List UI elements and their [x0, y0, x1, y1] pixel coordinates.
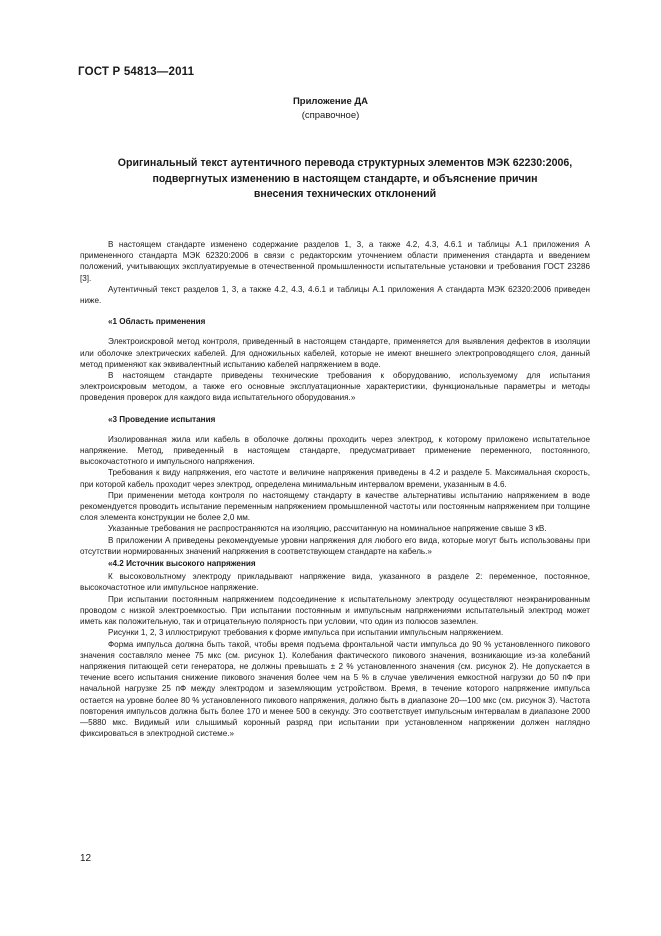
paragraph: Указанные требования не распространяются на изоляцию, рассчитанную на номинальное напряжение свыше 3 кВ.: [108, 524, 547, 534]
paragraph: При испытании постоянным напряжением подсоединение к испытательному электроду осуществляют неэкранированным проводом с низкой электроемкостью. При испытании постоянным и импульсным напряжениями испытательный электрод может иметь как положительную, так и отрицательную полярность при условии, что один из полюсов заземлен.: [80, 594, 590, 627]
paragraph: В настоящем стандарте приведены технические требования к оборудованию, используемому для испытания электроискровым методом, а также его основные эксплуатационные характеристики, функциональные параметры и методы проведения проверок для каждого вида испытательного оборудования.»: [80, 371, 590, 403]
paragraph: Электроискровой метод контроля, приведенный в настоящем стандарте, применяется для выявления дефектов в изоляции или оболочке электрических кабелей. Для одножильных кабелей, которые не имеют внешнего электропроводящего слоя, данный метод применяют как эквивалентный испытанию кабелей напряжением в воде.: [80, 337, 590, 369]
clause-heading: «3 Проведение испытания: [108, 414, 216, 424]
paragraph: Изолированная жила или кабель в оболочке должны проходить через электрод, к которому приложено испытательное напряжение. Метод, приведенный в настоящем стандарте, предусматривает применение переменного, постоянного, высокочастотного и импульсного напряжения.: [80, 434, 590, 467]
document-header: ГОСТ Р 54813—2011: [78, 66, 195, 78]
section-title-line: Оригинальный текст аутентичного перевода структурных элементов МЭК 62230:2006,: [117, 157, 573, 169]
paragraph: Форма импульса должна быть такой, чтобы время подъема фронтальной части импульса до 90 % установленного пикового значения составляло менее 75 мкс (см. рисунок 1). Колебания фактического пикового значения, возникающие из-за колебаний напряжения питающей сети генератора, не должны превышать ± 2 % установленного значения (см. рисунок 2). Не допускается в течение всего испытания снижение пикового значения более чем на 5 % в случае увеличения емкостной нагрузки до 50 пФ при начальной нагрузке 25 пФ между электродом и заземляющим устройством. Время, в течение которого напряжение импульса остается на уровне более 80 % установленного пикового напряжения, должно быть в диапазоне 20—100 мкс (см. рисунок 3). Частота повторения импульсов должна быть более 170 и менее 500 в секунду. Это соответствует импульсным интервалам в диапазоне 2000—5880 мкс. Видимый или слышимый коронный разряд при испытании при установленном напряжении должен наглядно фиксироваться в электродной системе.»: [80, 639, 590, 739]
section-title: [80, 156, 610, 203]
clause-heading: «1 Область применения: [108, 317, 206, 327]
section-title-line: внесения технических отклонений: [253, 188, 437, 200]
appendix-subtitle: (справочное): [301, 110, 360, 121]
paragraph: Рисунки 1, 2, 3 иллюстрируют требования к форме импульса при испытании импульсным напряжением.: [108, 628, 504, 638]
paragraph: В приложении А приведены рекомендуемые уровни напряжения для любого его вида, которые могут быть использованы при отсутствии нормированных значений напряжения в соответствующем стандарте на кабель.»: [80, 535, 590, 556]
paragraph: Аутентичный текст разделов 1, 3, а также 4.2, 4.3, 4.6.1 и таблицы А.1 приложения А стандарта МЭК 62320:2006 приведен ниже.: [80, 284, 590, 306]
section-title-line: подвергнутых изменению в настоящем стандарте, и объяснение причин: [152, 172, 538, 185]
paragraph: Требования к виду напряжения, его частоте и величине напряжения приведены в 4.2 и разделе 5. Максимальная скорость, при которой кабель проходит через электрод, определена минимальным интервалом времени, указанным в 4.6.: [80, 468, 590, 489]
paragraph: При применении метода контроля по настоящему стандарту в качестве альтернативы испытанию напряжением в воде рекомендуется проводить испытание переменным напряжением промышленной частоты или постоянным напряжением при толщине слоя элемента конструкции не более 2,0 мм.: [80, 490, 590, 523]
paragraph: К высоковольтному электроду прикладывают напряжение вида, указанного в разделе 2: переменное, постоянное, высокочастотное или импульсное напряжение.: [80, 572, 590, 593]
appendix-title: Приложение ДА: [292, 96, 369, 107]
appendix-label: [0, 95, 661, 123]
clause-heading: «4.2 Источник высокого напряжения: [108, 559, 256, 569]
document-body: [80, 239, 590, 739]
paragraph: В настоящем стандарте изменено содержание разделов 1, 3, а также 4.2, 4.3, 4.6.1 и таблицы А.1 приложения А примененного стандарта МЭК 62320:2006 в связи с редакторским уточнением области применения стандарта и введением положений, учитывающих эксплуатируемые в отечественной промышленности испытательные установки и требования ГОСТ 23286 [3].: [80, 240, 590, 283]
page-number: 12: [80, 853, 92, 864]
